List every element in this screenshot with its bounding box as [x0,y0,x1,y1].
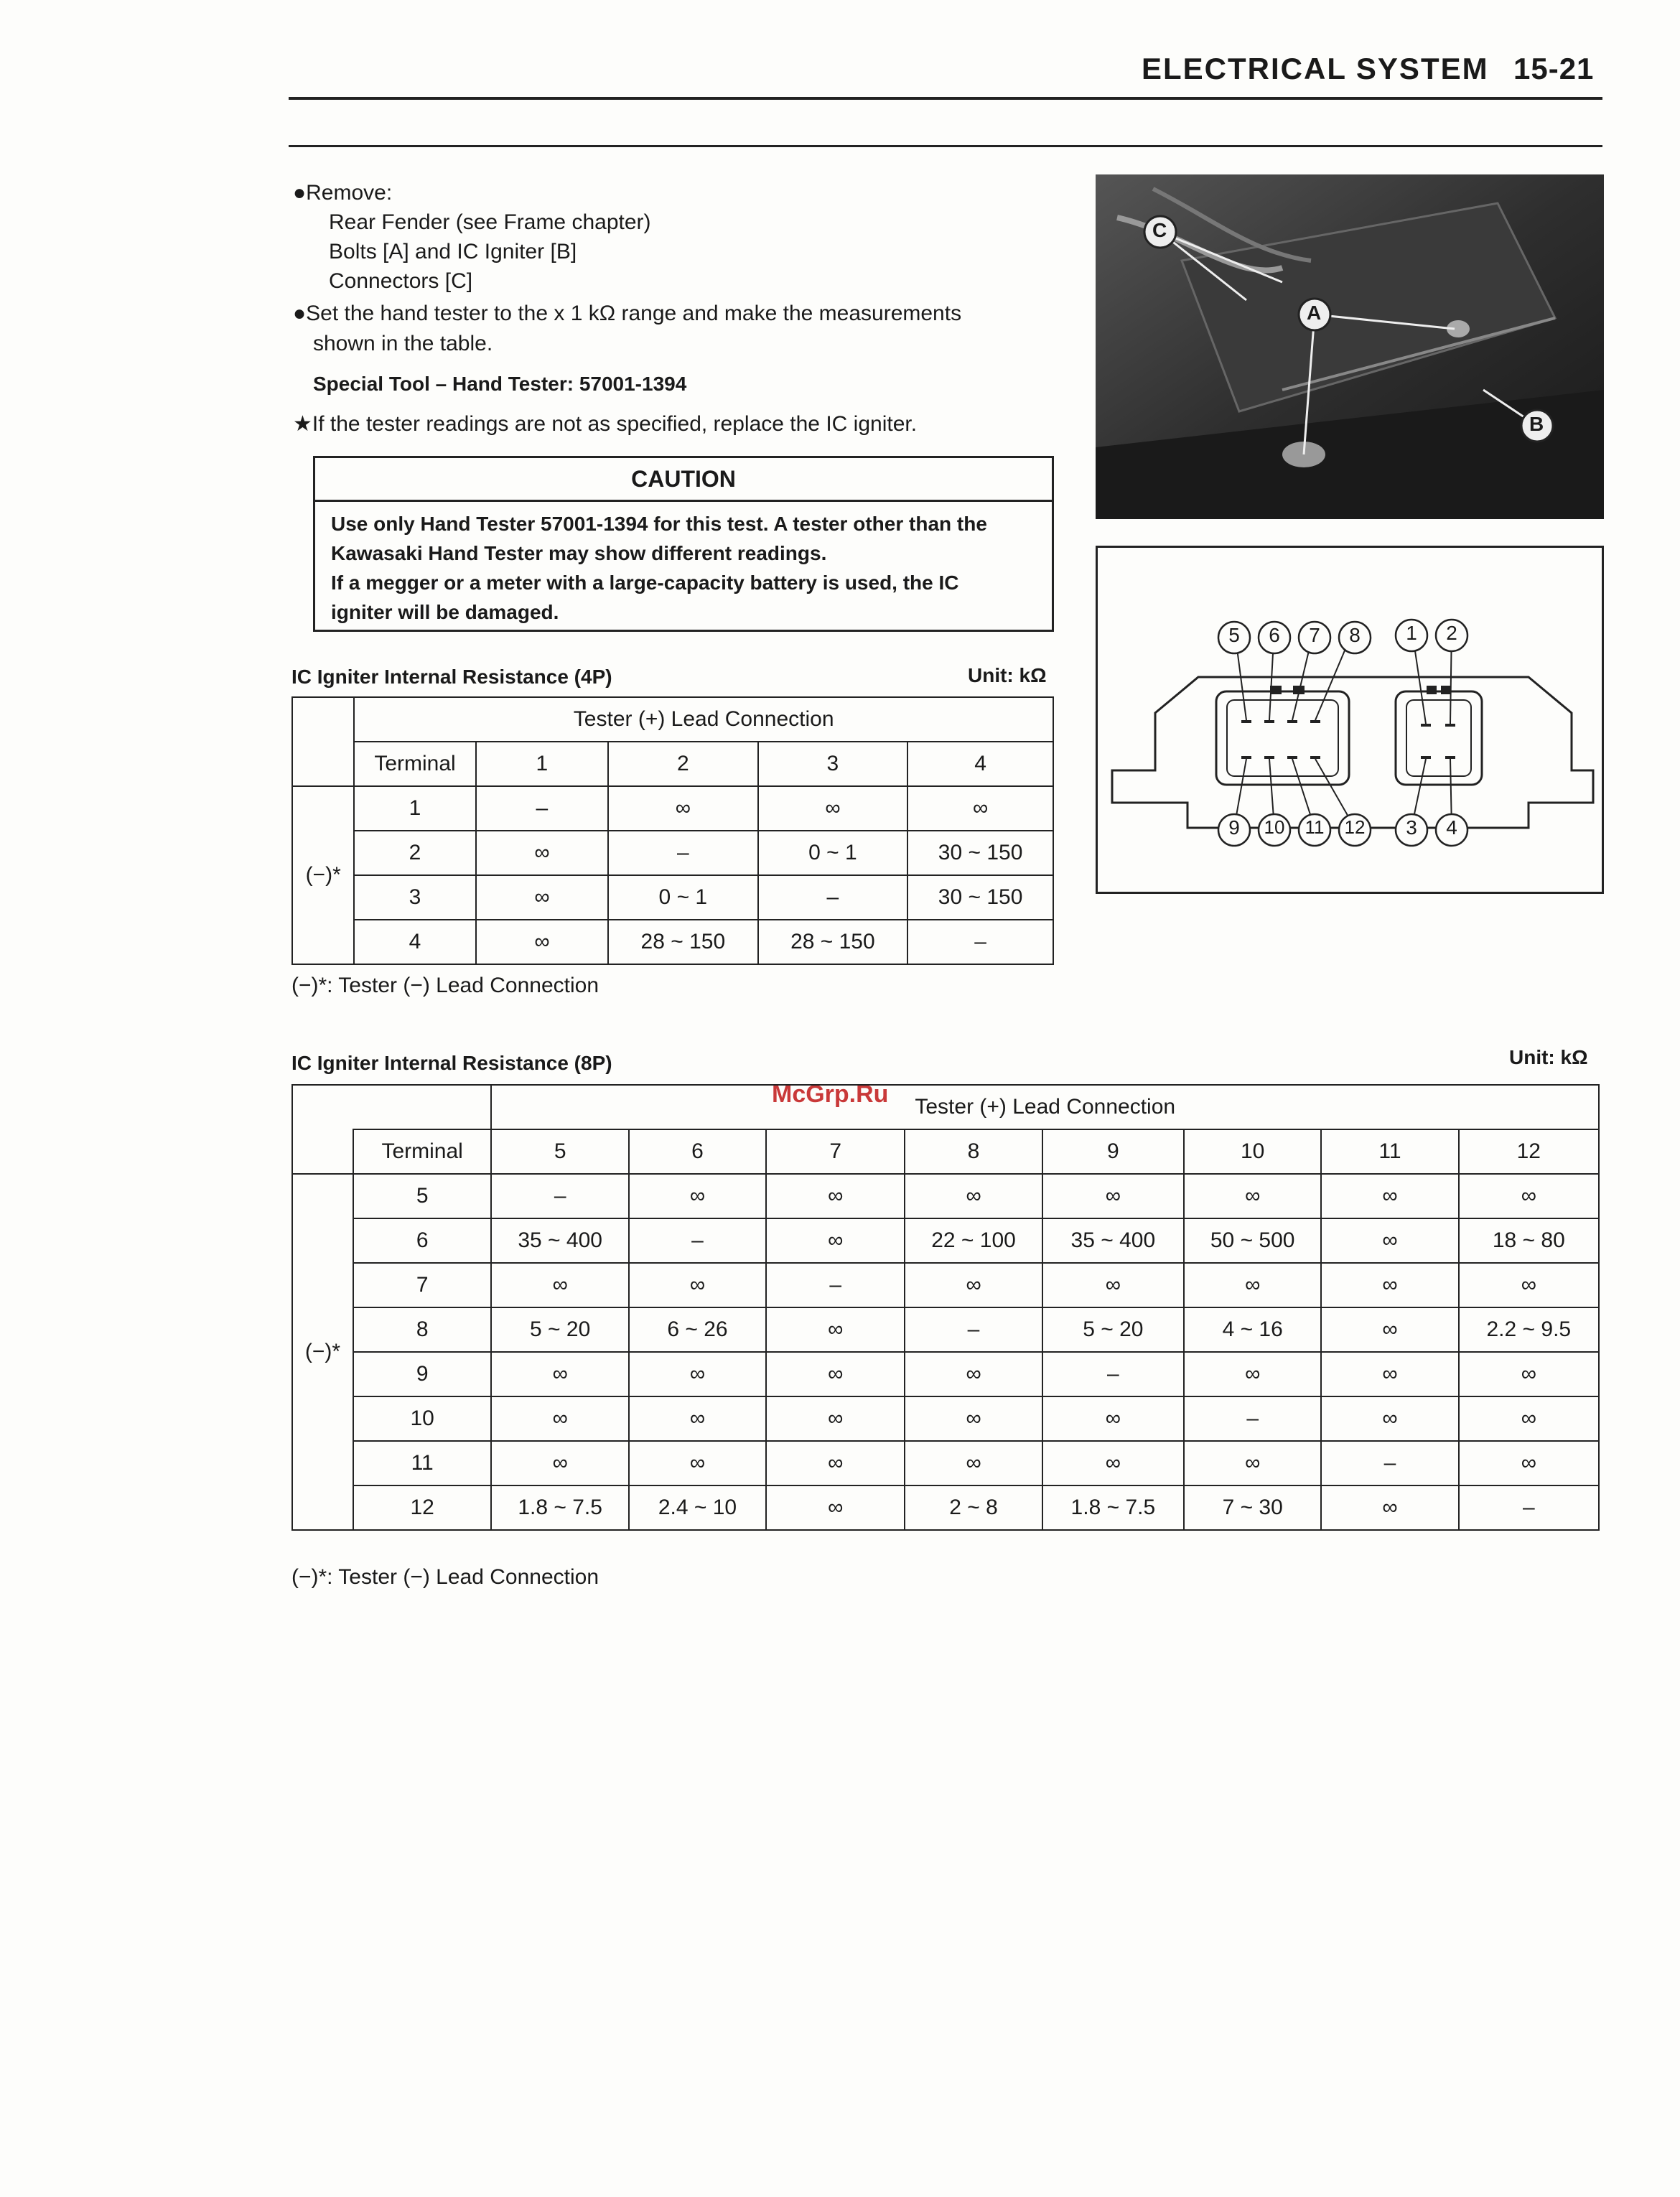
remove-item: Rear Fender (see Frame chapter) [329,210,651,234]
table-cell: 28 ~ 150 [758,920,908,964]
table-cell: 6 [353,1218,492,1263]
watermark: McGrp.Ru [772,1081,889,1108]
table-cell: ∞ [905,1396,1042,1441]
table-row [292,1263,1599,1307]
table-cell: ∞ [1459,1352,1599,1396]
table-cell: ∞ [1321,1396,1458,1441]
column-header: 6 [629,1129,766,1174]
table-cell: ∞ [766,1485,905,1530]
terminal-label: 9 [1228,816,1240,839]
table-cell: – [1042,1352,1184,1396]
terminal-label: 4 [1446,816,1457,839]
column-header: 10 [1184,1129,1321,1174]
column-header: 7 [766,1129,905,1174]
table-row [292,786,1053,831]
table-cell: – [907,920,1053,964]
table-cell: 50 ~ 500 [1184,1218,1321,1263]
table-cell: ∞ [905,1352,1042,1396]
bullet-icon: ● [293,181,307,205]
table-cell: 6 ~ 26 [629,1307,766,1352]
table-cell: – [608,831,758,875]
table-cell: – [491,1174,628,1218]
header-rule [289,97,1602,100]
table-cell: ∞ [905,1441,1042,1485]
terminal-label: 6 [1269,624,1280,646]
column-header: 3 [758,742,908,786]
table-cell: 7 ~ 30 [1184,1485,1321,1530]
minus-label: (−)* [292,1174,353,1530]
table-cell: – [1321,1441,1458,1485]
remove-item: Bolts [A] and IC Igniter [B] [329,240,577,263]
column-header: 2 [608,742,758,786]
caution-body: Use only Hand Tester 57001-1394 for this test. A tester other than the Kawasaki Hand Tester may show different readings. If a megger or a meter with a large-capacity battery is used, the IC igniter will be damaged. [331,513,987,623]
table-cell: ∞ [629,1174,766,1218]
table-cell: ∞ [1184,1174,1321,1218]
table-8p-unit: Unit: kΩ [1509,1046,1588,1068]
remove-item: Connectors [C] [329,269,473,293]
table-row [292,875,1053,920]
terminal-label: 11 [1305,816,1325,838]
table-row [292,1485,1599,1530]
table-cell: 8 [353,1307,492,1352]
table-cell: – [758,875,908,920]
table-cell: ∞ [1321,1263,1458,1307]
table-cell: 9 [353,1352,492,1396]
table-4p-footnote: (−)*: Tester (−) Lead Connection [291,974,599,997]
table-cell: ∞ [629,1263,766,1307]
terminal-label: 12 [1344,816,1366,838]
table-cell: 5 [353,1174,492,1218]
table-cell: 30 ~ 150 [907,831,1053,875]
table-cell: – [476,786,608,831]
table-cell: 1.8 ~ 7.5 [491,1485,628,1530]
table-cell: ∞ [1184,1352,1321,1396]
table-cell: 22 ~ 100 [905,1218,1042,1263]
table-row [292,1174,1599,1218]
table-cell: ∞ [491,1396,628,1441]
table-cell: 4 ~ 16 [1184,1307,1321,1352]
table-cell: ∞ [1321,1218,1458,1263]
table-cell: 35 ~ 400 [1042,1218,1184,1263]
igniter-outline [1098,548,1602,892]
table-cell: 2.2 ~ 9.5 [1459,1307,1599,1352]
special-tool: Special Tool – Hand Tester: 57001-1394 [313,373,687,395]
tester-plus-header: Tester (+) Lead Connection [491,1085,1599,1129]
minus-label: (−)* [292,786,354,964]
table-cell: 18 ~ 80 [1459,1218,1599,1263]
star-icon: ★ [293,412,312,436]
column-header: 11 [1321,1129,1458,1174]
table-row [292,920,1053,964]
table-cell: ∞ [766,1307,905,1352]
table-cell: 11 [353,1441,492,1485]
table-cell: ∞ [1321,1352,1458,1396]
column-header: 4 [907,742,1053,786]
table-cell: 2 ~ 8 [905,1485,1042,1530]
table-row [292,1352,1599,1396]
table-cell: ∞ [629,1396,766,1441]
table-cell: – [905,1307,1042,1352]
table-cell: ∞ [1042,1174,1184,1218]
table-4p [291,696,1054,965]
table-cell: 7 [353,1263,492,1307]
photo-label-b: B [1529,413,1544,435]
table-cell: – [766,1263,905,1307]
table-cell: ∞ [629,1352,766,1396]
table-cell: ∞ [1321,1485,1458,1530]
table-cell: 5 ~ 20 [1042,1307,1184,1352]
header-rule-2 [289,145,1602,147]
terminal-label: 7 [1309,624,1320,646]
table-cell: ∞ [1321,1174,1458,1218]
table-cell: – [1184,1396,1321,1441]
table-cell: ∞ [1459,1441,1599,1485]
table-cell: 1.8 ~ 7.5 [1042,1485,1184,1530]
photo-label-c: C [1152,219,1167,241]
terminal-label: 10 [1264,816,1285,838]
caution-title: CAUTION [315,458,1052,502]
table-cell: ∞ [905,1263,1042,1307]
table-cell: ∞ [476,875,608,920]
table-cell: ∞ [629,1441,766,1485]
column-header: 1 [476,742,608,786]
table-cell: ∞ [907,786,1053,831]
table-cell: ∞ [1321,1307,1458,1352]
table-cell: ∞ [766,1174,905,1218]
photo-label-a: A [1307,302,1322,324]
table-cell: 5 ~ 20 [491,1307,628,1352]
table-cell [353,1085,492,1129]
table-cell: 1 [354,786,475,831]
table-cell: 12 [353,1485,492,1530]
table-4p-unit: Unit: kΩ [968,664,1047,686]
table-cell: – [1459,1485,1599,1530]
table-cell: ∞ [758,786,908,831]
terminal-header: Terminal [354,742,475,786]
terminal-label: 1 [1406,622,1417,644]
table-cell: 0 ~ 1 [608,875,758,920]
table-cell: 28 ~ 150 [608,920,758,964]
tester-plus-header: Tester (+) Lead Connection [354,697,1053,742]
table-cell: ∞ [766,1396,905,1441]
table-row [292,1218,1599,1263]
blank-corner [292,697,353,786]
table-cell: 2 [354,831,475,875]
column-header: 9 [1042,1129,1184,1174]
table-row [292,1307,1599,1352]
table-cell: 0 ~ 1 [758,831,908,875]
igniter-photo [1096,174,1604,519]
terminal-label: 8 [1349,624,1361,646]
table-cell: ∞ [1042,1263,1184,1307]
table-cell: ∞ [1184,1441,1321,1485]
table-cell: ∞ [905,1174,1042,1218]
table-row [292,831,1053,875]
table-cell: ∞ [1042,1396,1184,1441]
table-cell: ∞ [491,1352,628,1396]
terminal-label: 3 [1406,816,1417,839]
page-number: 15-21 [1513,52,1595,85]
terminal-label: 2 [1446,622,1457,644]
table-cell: 2.4 ~ 10 [629,1485,766,1530]
table-cell: 35 ~ 400 [491,1218,628,1263]
table-cell: ∞ [491,1441,628,1485]
table-8p-title: IC Igniter Internal Resistance (8P) [291,1052,612,1074]
terminal-header: Terminal [353,1129,492,1174]
table-cell: 10 [353,1396,492,1441]
table-cell: ∞ [766,1441,905,1485]
terminal-label: 5 [1228,624,1240,646]
bullet-icon: ● [293,302,307,325]
table-row [292,1441,1599,1485]
set-tester-text: ●Set the hand tester to the x 1 kΩ range and make the measurements [293,302,962,325]
table-cell: ∞ [1459,1396,1599,1441]
table-cell: ∞ [766,1352,905,1396]
section-title: ELECTRICAL SYSTEM [1142,52,1489,85]
table-cell: ∞ [1459,1174,1599,1218]
table-cell: 4 [354,920,475,964]
table-cell: – [629,1218,766,1263]
table-cell: ∞ [476,920,608,964]
column-header: 8 [905,1129,1042,1174]
connector-diagram [1096,546,1604,894]
column-header: 12 [1459,1129,1599,1174]
table-8p [291,1084,1600,1531]
table-cell: ∞ [608,786,758,831]
table-4p-title: IC Igniter Internal Resistance (4P) [291,666,612,688]
table-row [292,1396,1599,1441]
table-cell: 3 [354,875,475,920]
set-tester-text-2: shown in the table. [313,332,493,355]
table-cell: ∞ [1184,1263,1321,1307]
star-note: ★If the tester readings are not as specified, replace the IC igniter. [293,412,918,436]
table-cell [292,1129,353,1174]
table-cell: ∞ [491,1263,628,1307]
table-8p-footnote: (−)*: Tester (−) Lead Connection [291,1565,599,1589]
caution-box [313,456,1054,632]
table-cell: ∞ [1042,1441,1184,1485]
table-cell: ∞ [476,831,608,875]
table-cell: ∞ [1459,1263,1599,1307]
table-cell [292,1085,353,1129]
table-cell: ∞ [766,1218,905,1263]
photo-illustration [1096,174,1604,519]
remove-heading: ●Remove: [293,181,393,205]
column-header: 5 [491,1129,628,1174]
table-cell: 30 ~ 150 [907,875,1053,920]
